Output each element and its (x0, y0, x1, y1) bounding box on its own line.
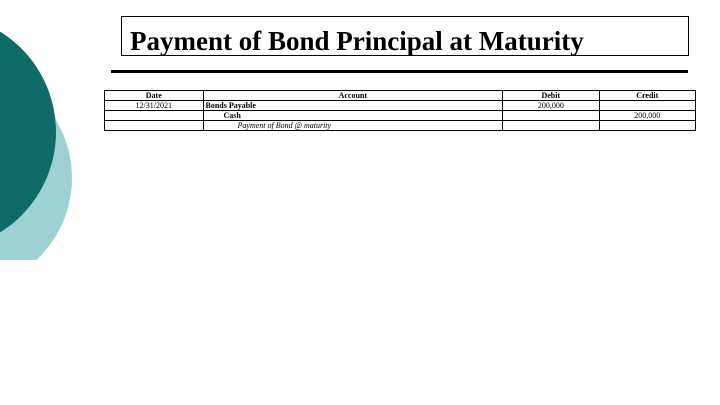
cell-debit (503, 111, 599, 121)
decorative-circles (0, 0, 80, 260)
cell-debit: 200,000 (503, 101, 599, 111)
cell-explanation: Payment of Bond @ maturity (203, 121, 503, 131)
journal-entry-table (104, 90, 696, 131)
page-title: Payment of Bond Principal at Maturity (130, 26, 584, 56)
column-header-debit: Debit (503, 91, 599, 101)
cell-credit (599, 101, 695, 111)
cell-debit (503, 121, 599, 131)
table-row (105, 101, 696, 111)
column-header-credit: Credit (599, 91, 695, 101)
column-header-date: Date (105, 91, 204, 101)
cell-credit (599, 121, 695, 131)
table-row (105, 111, 696, 121)
column-header-account: Account (203, 91, 503, 101)
cell-date: 12/31/2021 (105, 101, 204, 111)
cell-credit: 200,000 (599, 111, 695, 121)
table-row (105, 121, 696, 131)
cell-account: Cash (203, 111, 503, 121)
table-header-row (105, 91, 696, 101)
cell-date (105, 121, 204, 131)
cell-date (105, 111, 204, 121)
title-underline (111, 70, 688, 73)
cell-account: Bonds Payable (203, 101, 503, 111)
